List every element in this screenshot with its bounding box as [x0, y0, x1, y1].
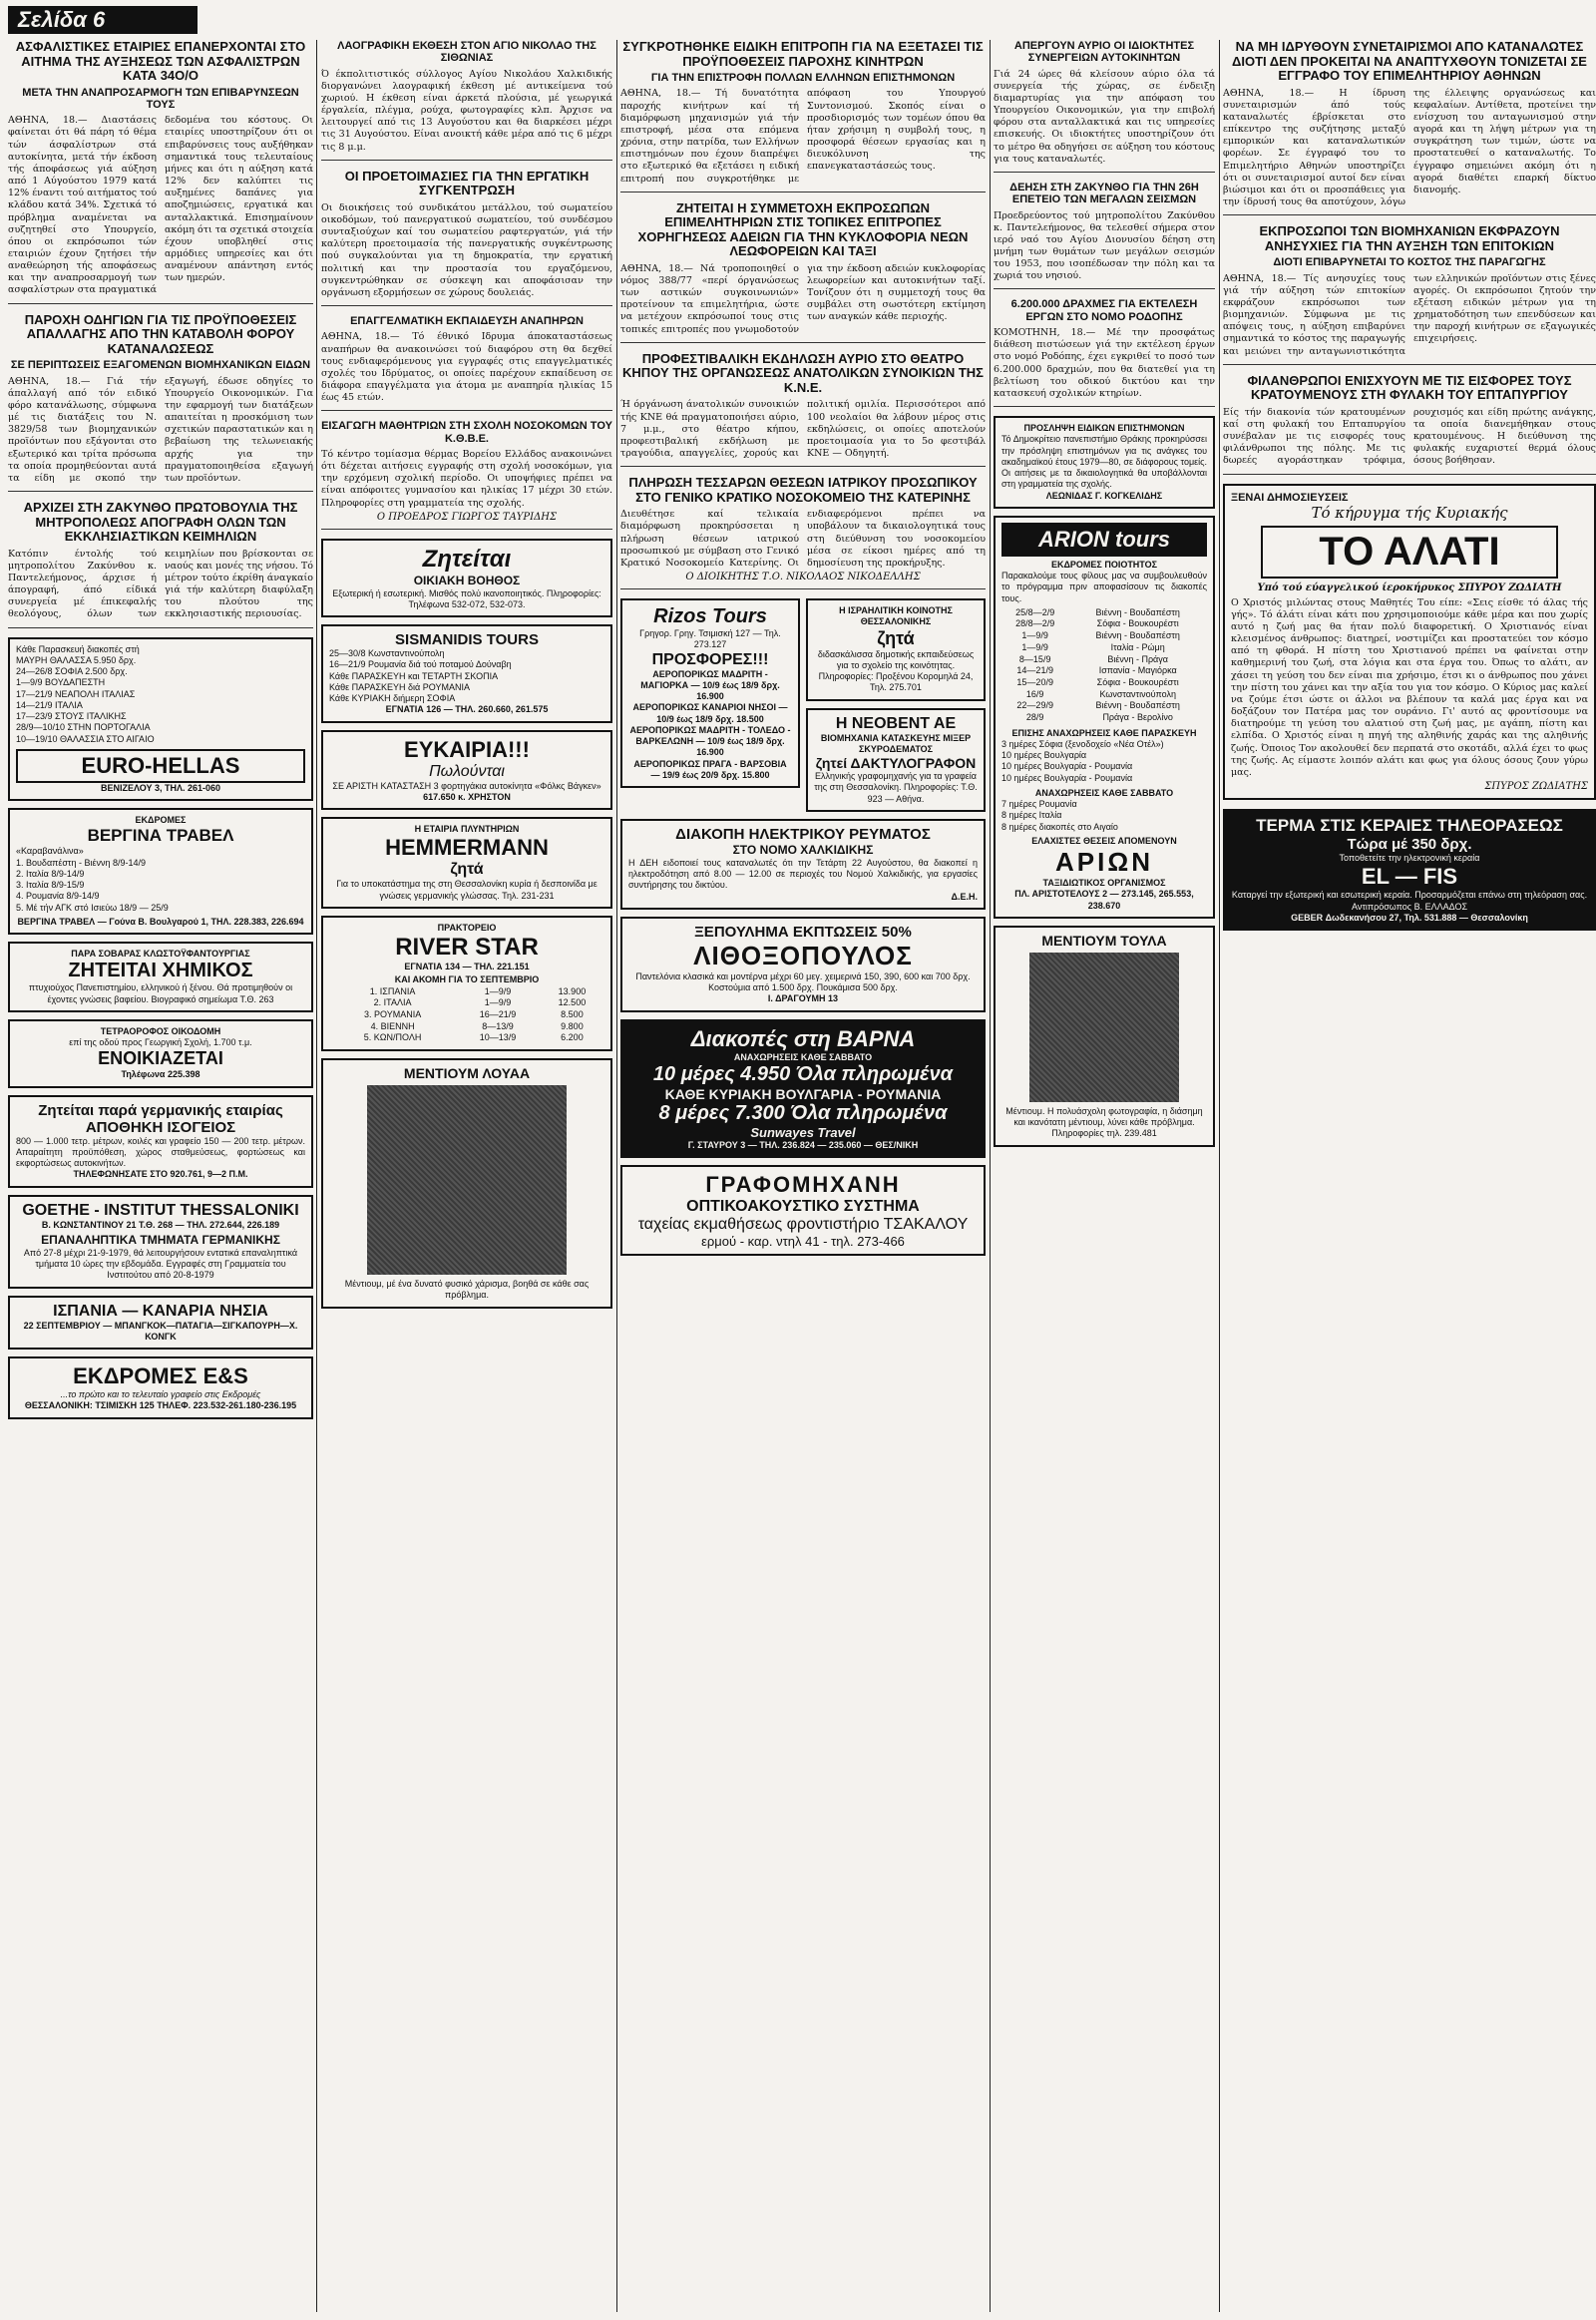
ad-sub: ΚΑΙ ΑΚΟΜΗ ΓΙΑ ΤΟ ΣΕΠΤΕΜΒΡΙΟ — [394, 974, 540, 985]
ad-brand: EL — FIS — [1361, 864, 1458, 890]
article-katerini-hospital — [620, 476, 986, 589]
ad-body: Ελληνικής γραφομηχανής για τα γραφεία της στη Θεσσαλονίκη. Πληροφορίες: Τ.Θ. 923 — Αθήνα. — [814, 771, 978, 804]
article-earthquake-memorial — [994, 182, 1215, 290]
ad-brand: ΒΕΡΓΙΝΑ ΤΡΑΒΕΛ — [87, 826, 234, 846]
ad-body: Εξωτερική ή εσωτερική. Μισθός πολύ ικανοποιητικός. Πληροφορίες: Τηλέφωνα 532-072, 532-073. — [332, 587, 601, 609]
article-body: ΑΘΗΝΑ, 18.— Γιά τήν άπαλλαγή από τόν ειδικό φόρο κατανάλωσης, σύμφωνα μέ τις διατάξεις του Ν. 3829/58 των βιομηχανικών προϊόντων που εξάγονται στο εξωτερικό και τρίτα πρόσωπα τα οποία προμηθεύονται αυτά τα είδη με σκοπό την εξαγωγή, έδωσε οδηγίες το Υπουργείο Οικονομικών. Για την εφαρμογή των διατάξεων απαιτείται η προσκόμιση των σχετικών παραστατικών και η βεβαίωση της τελωνειακής αρχής για την πραγματοποιηθείσα εξαγωγή των προϊόντων. — [8, 375, 313, 484]
ad-sub: επί της οδού προς Γεωργική Σχολή, 1.700 τ.μ. — [69, 1037, 252, 1048]
table-row: 8—15/9 Βιέννη - Πράγα — [1018, 653, 1168, 664]
ad-neovent — [806, 708, 986, 812]
ad-lines: «Καραβανάλινα» 1. Βουδαπέστη - Βιέννη 8/9-14/9 2. Ιταλία 8/9-14/9 3. Ιταλία 8/9-15/9 4. Ρουμανία 8/9-14/9 5. Μέ τήν ΑΓΚ στό Ισιεύω 18/9 — 25/9 — [16, 846, 169, 913]
article-body: ΑΘΗΝΑ, 18.— Τό έθνικό Ιδρυμα άποκαταστάσεως αναπήρων θα ανακοινώσει τού διαφόρου στη θα δεχθεί τους ενδιαφερόμενους για εγγραφές στις επαγγελματικές σχολές του Ιδρύματος, οι οποίες παρέχουν εκπαίδευση σε διάφορα επαγγέλματα για άτομα με αναπηρία ηλικίας 15 έως 45 ετών. — [321, 331, 612, 404]
ad-housekeeper-wanted — [321, 539, 612, 618]
ad-title: ΞΕΠΟΥΛΗΜΑ ΕΚΠΤΩΣΕΙΣ 50% — [694, 923, 912, 941]
byline: Υπό τού εύαγγελικού ίεροκήρυκος ΣΠΥΡΟΥ ΖΩΔΙΑΤΗ — [1257, 581, 1562, 593]
ad-rizos-tours — [620, 598, 800, 788]
column-3 — [620, 40, 986, 2312]
article-body: Οι διοικήσεις τού συνδικάτου μετάλλου, τού σωματείου οικοδόμων, τού πανεργατικού σωματείου, τού συνδέσμου συνταξιούχων καί του σωματείου ραφτεργατών, γιά τήν καλύτερη προετοιμασία τής πανεργατικής συγκέντρωσης πού συγκαλούνται για τη δημοκρατία, την εργατική πολιτική και την προστασία του εργαζόμενου, συγκεντρώθηκαν σε σύσκεψη και αποφάσισαν την οργάνωση εξορμήσεων σε χώρους δουλειάς. — [321, 201, 612, 298]
signature: Ο ΔΙΟΙΚΗΤΗΣ Τ.Ο. ΝΙΚΟΛΑΟΣ ΝΙΚΟΔΕΛΛΗΣ — [685, 572, 921, 583]
ad-spain-canary — [8, 1296, 313, 1351]
subheadline: ΜΕΤΑ ΤΗΝ ΑΝΑΠΡΟΣΑΡΜΟΓΗ ΤΩΝ ΕΠΙΒΑΡΥΝΣΕΩΝ ΤΟΥΣ — [22, 86, 299, 111]
ad-tel: 617.650 κ. ΧΡΗΣΤΟΝ — [423, 791, 511, 802]
ad-tel: ΤΗΛΕΦΩΝΗΣΑΤΕ ΣΤΟ 920.761, 9—2 Π.Μ. — [73, 1169, 248, 1180]
table-row: 3. ΡΟΥΜΑΝΙΑ 16—21/9 8.500 — [363, 1009, 584, 1020]
headline: ΑΣΦΑΛΙΣΤΙΚΕΣ ΕΤΑΙΡΙΕΣ ΕΠΑΝΕΡΧΟΝΤΑΙ ΣΤΟ ΑΙΤΗΜΑ ΤΗΣ ΑΥΞΗΣΕΩΣ ΤΩΝ ΑΣΦΑΛΙΣΤΡΩΝ ΚΑΤΑ 34Ο/Ο — [15, 40, 306, 84]
ad-signature: Δ.Ε.Η. — [951, 891, 978, 902]
ad-tv-antenna — [1223, 809, 1596, 931]
ad-body: ΣΕ ΑΡΙΣΤΗ ΚΑΤΑΣΤΑΣΗ 3 φορτηγάκια αυτοκίνητα «Φόλκς Βάγκεν» — [332, 780, 601, 791]
ad-title: ΠΡΟΣΦΟΡΕΣ!!! — [651, 650, 769, 668]
ad-body: ταχείας εκμαθήσεως φροντιστήριο ΤΣΑΚΑΛΟΥ — [637, 1216, 969, 1234]
column-rule — [990, 40, 991, 2312]
table-row: 16/9 Κωνσταντινούπολη — [1025, 688, 1176, 699]
article-body: ΑΘΗΝΑ, 18.— Διαστάσεις φαίνεται ότι θά πάρη τό θέμα τών άσφαλίστρων στά αυτοκίνητα, μετά τήν έκδοση τής άποφάσεως γιά αύξηση από 1 Αύγούστου 1979 κατά 12% έναντι τού αιτήματος τού κλάδου κατά 34%. Σχετικά τό πρόβλημα αναμένεται να συζητηθεί στο Υπουργείο, όπου οι εκπρόσωποι τών εταιριών έχουν ζητήσει τήν αναθεώρηση τής αποφάσεως και την αναπροσαρμογή των ασφαλίστρων στα πραγματικά δεδομένα του κόστους. Οι εταιρίες υποστηρίζουν ότι οι επιβαρύνσεις τους αυξήθηκαν σημαντικά τους τελευταίους μήνες και ότι η αύξηση κατά 12% δεν καλύπτει τις αυξημένες δαπάνες για αποζημιώσεις, εργατικά και ανταλλακτικά. Επισημαίνουν ακόμη ότι τα σχετικά στοιχεία έχουν υποβληθεί στις αρμόδιες υπηρεσίες και ότι αναμένουν απάντηση εντός των ημερών. — [8, 115, 313, 296]
ad-lines: 3 ημέρες Σόφια (ξενοδοχείο «Νέα Οτέλ») 10 ημέρες Βουλγαρία 10 ημέρες Βουλγαρία - Ρουμανία 10 ημέρες Βουλγαρία - Ρουμανία — [1001, 738, 1164, 783]
headline: ΑΡΧΙΖΕΙ ΣΤΗ ΖΑΚΥΝΘΟ ΠΡΩΤΟΒΟΥΛΙΑ ΤΗΣ ΜΗΤΡΟΠΟΛΕΩΣ ΑΠΟΓΡΑΦΗ ΟΛΩΝ ΤΩΝ ΕΚΚΛΗΣΙΑΣΤΙΚΩΝ ΚΕΙΜΗΛΙΩΝ — [23, 499, 298, 545]
ad-note: ΕΛΑΧΙΣΤΕΣ ΘΕΣΕΙΣ ΑΠΟΜΕΝΟΥΝ — [1031, 835, 1177, 846]
ad-sub: ...το πρώτο και το τελευταίο γραφείο στις Εκδρομές — [60, 1389, 261, 1400]
offer-line: ΑΕΡΟΠΟΡΙΚΩΣ ΜΑΔΡΙΤΗ - ΤΟΛΕΔΟ - ΒΑΡΚΕΛΩΝΗ — 10/9 έως 18/9 δρχ. 16.900 — [629, 724, 791, 758]
ad-sub: Πωλούνται — [429, 762, 505, 780]
ad-sub: ΕΚΔΡΟΜΕΣ ΠΟΙΟΤΗΤΟΣ — [1050, 559, 1158, 570]
ad-address: GEBER Δωδεκανήσου 27, Τηλ. 531.888 — Θεσσαλονίκη — [1291, 912, 1528, 923]
ad-body: Παντελόνια κλασικά και μοντέρνα μέχρι 60 μεγ. χειμερινά 150, 390, 600 και 700 δρχ. Κοστούμια από 1.500 δρχ. Πουκάμισα 500 δρχ. — [635, 970, 971, 993]
ad-body: Τοποθετείτε την ηλεκτρονική κεραία — [1339, 853, 1480, 864]
ad-title: ΕΠΙΣΗΣ ΑΝΑΧΩΡΗΣΕΙΣ ΚΑΘΕ ΠΑΡΑΣΚΕΥΗ — [1011, 727, 1197, 738]
headline: ΕΙΣΑΓΩΓΗ ΜΑΘΗΤΡΙΩΝ ΣΤΗ ΣΧΟΛΗ ΝΟΣΟΚΟΜΩΝ ΤΟΥ Κ.Θ.Β.Ε. — [321, 420, 612, 445]
headline: ΕΚΠΡΟΣΩΠΟΙ ΤΩΝ ΒΙΟΜΗΧΑΝΙΩΝ ΕΚΦΡΑΖΟΥΝ ΑΝΗΣΥΧΙΕΣ ΓΙΑ ΤΗΝ ΑΥΞΗΣΗ ΤΩΝ ΕΠΙΤΟΚΙΩΝ — [1259, 223, 1560, 253]
ad-address: Β. ΚΩΝΣΤΑΝΤΙΝΟΥ 21 Τ.Θ. 268 — ΤΗΛ. 272.644, 226.189 — [41, 1219, 280, 1230]
column-1 — [8, 40, 313, 2312]
ad-address: ερμού - καρ. ντηλ 41 - τηλ. 273-466 — [701, 1234, 905, 1250]
ad-brand: EURO-HELLAS — [16, 749, 305, 783]
ad-brand: ΕΚΔΡΟΜΕΣ E&S — [73, 1363, 248, 1389]
ad-river-star — [321, 916, 612, 1051]
headline: ΕΠΑΓΓΕΛΜΑΤΙΚΗ ΕΚΠΑΙΔΕΥΣΗ ΑΝΑΠΗΡΩΝ — [350, 315, 584, 328]
ad-title: Ζητείται παρά γερμανικής εταιρίας ΑΠΟΘΗΚΗ ΙΣΟΓΕΙΟΣ — [38, 1101, 283, 1136]
ad-sub: ΒΙΟΜΗΧΑΝΙΑ ΚΑΤΑΣΚΕΥΗΣ ΜΙΞΕΡ ΣΚΥΡΟΔΕΜΑΤΟΣ — [820, 732, 972, 754]
ad-lines: Κάθε Παρασκευή διακοπές στή ΜΑΥΡΗ ΘΑΛΑΣΣΑ 5.950 δρχ. 24—26/8 ΣΟΦΙΑ 2.500 δρχ. 1—9/9 ΒΟΥΔΑΠΕΣΤΗ 17—21/9 ΝΕΑΠΟΛΗ ΙΤΑΛΙΑΣ 14—21/9 ΙΤΑΛΙΑ 17—23/9 ΣΤΟΥΣ ΙΤΑΛΙΚΗΣ 28/9—10/10 ΣΤΗΝ ΠΟΡΤΟΓΑΛΙΑ 10—19/10 ΘΑΛΑΣΣΙΑ ΣΤΟ ΑΙΓΑΙΟ — [16, 643, 155, 744]
headline: ΦΙΛΑΝΘΡΩΠΟΙ ΕΝΙΣΧΥΟΥΝ ΜΕ ΤΙΣ ΕΙΣΦΟΡΕΣ ΤΟΥΣ ΚΡΑΤΟΥΜΕΝΟΥΣ ΣΤΗ ΦΥΛΑΚΗ ΤΟΥ ΕΠΤΑΠΥΡΓΙΟΥ — [1247, 372, 1572, 403]
article-body: Ή όργάνωση άνατολικών συνοικιών τής ΚΝΕ θά πραγματοποιήσει αύριο, 7 μ.μ., στο θέατρο κήπου, προφεστιβαλική εκδήλωση με τραγούδια, απαγγελίες, χορούς και πολιτική ομιλία. Περισσότεροι από 100 νεολαίοι θα λάβουν μέρος στις εκδηλώσεις, οι οποίες αποτελούν προετοιμασία για το 5ο φεστιβάλ ΚΝΕ — Οδηγητή. — [620, 399, 986, 460]
portrait-photo — [367, 1085, 567, 1275]
ad-lithoxopoulos — [620, 917, 986, 1012]
ad-address: ΠΛ. ΑΡΙΣΤΟΤΕΛΟΥΣ 2 — 273.145, 265.553, 238.670 — [1014, 889, 1194, 911]
article-tax-exemption — [8, 313, 313, 492]
headline: ΑΠΕΡΓΟΥΝ ΑΥΡΙΟ ΟΙ ΙΔΙΟΚΤΗΤΕΣ ΣΥΝΕΡΓΕΙΩΝ ΑΥΤΟΚΙΝΗΤΩΝ — [1013, 40, 1195, 65]
ad-title: Διακοπές στη ΒΑΡΝΑ — [690, 1025, 916, 1051]
article-prison-donations — [1223, 374, 1596, 475]
ad-title: ζητεί ΔΑΚΤΥΛΟΓΡΑΦΟΝ — [815, 755, 977, 772]
article-rodopi-works — [994, 298, 1215, 407]
ad-euro-hellas — [8, 637, 313, 802]
headline: ΤΟ ΑΛΑΤΙ — [1261, 526, 1558, 579]
article-insurance — [8, 40, 313, 304]
ad-head: ΤΕΤΡΑΟΡΟΦΟΣ ΟΙΚΟΔΟΜΗ — [100, 1025, 221, 1036]
ad-title: ζητά — [877, 627, 915, 648]
column-rule — [316, 40, 317, 2312]
ad-jewish-community — [806, 598, 986, 701]
ad-lines: 7 ημέρες Ρουμανία 8 ημέρες Ιταλία 8 ημέρες διακοπές στο Αιγαίο — [1001, 799, 1118, 832]
ad-title: ΕΥΚΑΙΡΙΑ!!! — [404, 736, 530, 762]
ad-address: Γ. ΣΤΑΥΡΟΥ 3 — ΤΗΛ. 236.824 — 235.060 — ΘΕΣ/ΝΙΚΗ — [687, 1139, 919, 1150]
offer-line: ΑΕΡΟΠΟΡΙΚΩΣ ΠΡΑΓΑ - ΒΑΡΣΟΒΙΑ — 19/9 έως 20/9 δρχ. 15.800 — [633, 758, 787, 780]
ad-title: ΓΡΑΦΟΜΗΧΑΝΗ — [705, 1172, 901, 1198]
ad-brand: HEMMERMANN — [385, 835, 549, 861]
headline: ΖΗΤΕΙΤΑΙ Η ΣΥΜΜΕΤΟΧΗ ΕΚΠΡΟΣΩΠΩΝ ΕΠΙΜΕΛΗΤΗΡΙΩΝ ΣΤΙΣ ΤΟΠΙΚΕΣ ΕΠΙΤΡΟΠΕΣ ΧΟΡΗΓΗΣΕΩΣ ΑΔΕΙΩΝ ΓΙΑ ΤΗΝ ΚΥΚΛΟΦΟΡΙΑ ΝΕΩΝ ΛΕΩΦΟΡΕΙΩΝ ΚΑΙ ΤΑΞΙ — [637, 199, 969, 259]
ad-address: Ι. ΔΡΑΓΟΥΜΗ 13 — [767, 993, 839, 1004]
table-row: 28/8—2/9 Σόφια - Βουκουρέστι — [1015, 618, 1179, 629]
ad-body: Η ΔΕΗ ειδοποιεί τους καταναλωτές ότι την Τετάρτη 22 Αυγούστου, θα διακοπεί η ηλεκτροδότηση από 8.00 — 12.00 σε περιοχές του Νομού Χαλκιδικής, για εργασίες συντήρησης του δικτύου. — [628, 857, 978, 891]
ad-chemist-wanted — [8, 942, 313, 1012]
ad-title: ΖΗΤΕΙΤΑΙ ΧΗΜΙΚΟΣ — [68, 960, 253, 982]
article-cooperatives — [1223, 40, 1596, 215]
table-row: 1—9/9 Βιέννη - Βουδαπέστη — [1021, 630, 1180, 641]
ad-head: Η ΕΤΑΙΡΙΑ ΠΛΥΝΤΗΡΙΩΝ — [414, 824, 520, 835]
ad-brand: RIVER STAR — [395, 934, 539, 962]
table-row: 1. ΙΣΠΑΝΙΑ 1—9/9 13.900 — [369, 985, 587, 996]
signature: ΣΠΥΡΟΣ ΖΩΔΙΑΤΗΣ — [1484, 781, 1588, 793]
headline: ΛΑΟΓΡΑΦΙΚΗ ΕΚΘΕΣΗ ΣΤΟΝ ΑΓΙΟ ΝΙΚΟΛΑΟ ΤΗΣ ΣΙΘΩΝΙΑΣ — [337, 40, 597, 65]
table-row: 25/8—2/9 Βιέννη - Βουδαπέστη — [1015, 606, 1180, 617]
article-sunday-sermon — [1223, 484, 1596, 800]
table-row: 15—20/9 Σόφια - Βουκουρέστι — [1016, 676, 1179, 687]
ad-goethe-institut — [8, 1195, 313, 1289]
ad-brand: ΛΙΘΟΞΟΠΟΥΛΟΣ — [693, 940, 913, 970]
ad-address: ΘΕΣΣΑΛΟΝΙΚΗ: ΤΣΙΜΙΣΚΗ 125 ΤΗΛΕΦ. 223.532-261.180-236.195 — [24, 1400, 297, 1411]
ad-price: 8 μέρες 7.300 Όλα πληρωμένα — [658, 1101, 948, 1124]
offer-line: ΑΕΡΟΠΟΡΙΚΩΣ ΚΑΝΑΡΙΟΙ ΝΗΣΟΙ — 10/9 έως 18/9 δρχ. 18.500 — [632, 702, 788, 724]
ad-body: Μέντιουμ, μέ ένα δυνατό φυσικό χάρισμα, βοηθά σε κάθε σας πρόβλημα. — [344, 1279, 590, 1301]
article-zakynthos-inventory — [8, 501, 313, 628]
ad-head: ΠΑΡΑ ΣΟΒΑΡΑΣ ΚΛΩΣΤΟΫΦΑΝΤΟΥΡΓΙΑΣ — [71, 949, 250, 960]
page-folio: Σελίδα 6 — [8, 6, 198, 34]
ad-brand: SISMANIDIS TOURS — [395, 631, 539, 649]
portrait-photo — [1029, 953, 1179, 1102]
article-body: Ό έκπολιτιστικός σύλλογος Αγίου Νικολάου Χαλκιδικής διοργανώνει λαογραφική έκθεση μέ αντικείμενα τού χωριού. Η έκθεση είναι άρκετά πλούσια, μέ γεωργικά έργαλεία, πλέγμα, ρούχα, φωτογραφίες κλπ. Άρχισε να λειτουργεί από τις 13 Αυγούστου και θα διαρκέσει μέχρι τις 31 Αυγούστου. Είναι ανοικτή κάθε μέρα από τις 6 μέχρι τις 8 μ.μ. — [321, 68, 612, 153]
table-row: 2. ΙΤΑΛΙΑ 1—9/9 12.500 — [373, 997, 587, 1008]
ad-body: διδασκάλισσα δημοτικής εκπαιδεύσεως για το σχολείο της κοινότητας. Πληροφορίες: Προξένου Κορομηλά 24, Τηλ. 275.701 — [817, 648, 975, 693]
article-body: Διευθέτησε καί τελικαία διαμόρφωση προκηρύσσεται η πλήρωση θέσεων ιατρικού προσωπικού με σύμβαση στο Γενικό Κρατικό Νοσοκομείο Κατερίνης. Οι ενδιαφερόμενοι πρέπει να υποβάλουν τα δικαιολογητικά τους στη διεύθυνση του νοσοκομείου μέσα σε είκοσι ημέρες από τη δημοσίευση της προκήρυξης. — [620, 509, 986, 569]
ad-sub: ΟΠΤΙΚΟΑΚΟΥΣΤΙΚΟ ΣΥΣΤΗΜΑ — [686, 1198, 920, 1216]
column-rule — [1219, 40, 1220, 2312]
ad-note: Παρακαλούμε τους φίλους μας να συμβουλευθούν το πρόγραμμα πριν αποφασίσουν τις διακοπές τους. — [1001, 571, 1207, 603]
article-body: Προεδρεύοντος τού μητροπολίτου Ζακύνθου κ. Παντελεήμονος, θα τελεσθεί σήμερα στον ιερό ναό του Αγίου Διονυσίου δέηση στη μνήμη των θυμάτων των μεγάλων σεισμών του 1953, που ισοπέδωσαν την πόλη και τα χωριά του νησιού. — [994, 209, 1215, 282]
column-5 — [1223, 40, 1596, 2312]
ad-sub: Τώρα μέ 350 δρχ. — [1347, 836, 1472, 854]
ad-tel: Τηλέφωνα 225.398 — [121, 1069, 200, 1080]
ad-medium-louaa — [321, 1058, 612, 1309]
ad-brand: Sunwayes Travel — [750, 1124, 856, 1140]
ad-body: Μέντιουμ. Η πολυάσχολη φωτογραφία, η διάσημη και ικανότατη μέντιουμ, λύνει κάθε πρόβλημα. Πληροφορίες τηλ. 239.481 — [1005, 1105, 1203, 1139]
ad-address: ΒΕΡΓΙΝΑ ΤΡΑΒΕΛ — Γούνα Β. Βουλγαρού 1, ΤΗΛ. 228.383, 226.694 — [17, 916, 304, 927]
signature: Ο ΠΡΟΕΔΡΟΣ ΓΙΩΡΓΟΣ ΤΑΥΡΙΔΗΣ — [376, 511, 558, 523]
ad-arion-tours — [994, 516, 1215, 919]
ad-note: Καταργεί την εξωτερική και εσωτερική κεραία. Προσαρμόζεται επάνω στη τηλεόραση σας. Αντιπρόσωπος Β. ΕΛΛΑΔΟΣ — [1231, 890, 1588, 912]
headline: ΠΡΟΦΕΣΤΙΒΑΛΙΚΗ ΕΚΔΗΛΩΣΗ ΑΥΡΙΟ ΣΤΟ ΘΕΑΤΡΟ ΚΗΠΟΥ ΤΗΣ ΟΡΓΑΝΩΣΕΩΣ ΑΝΑΤΟΛΙΚΩΝ ΣΥΝΟΙΚΙΩΝ ΤΗΣ Κ.Ν.Ε. — [622, 350, 984, 395]
headline: ΣΥΓΚΡΟΤΗΘΗΚΕ ΕΙΔΙΚΗ ΕΠΙΤΡΟΠΗ ΓΙΑ ΝΑ ΕΞΕΤΑΣΕΙ ΤΙΣ ΠΡΟΫΠΟΘΕΣΕΙΣ ΠΑΡΟΧΗΣ ΚΙΝΗΤΡΩΝ — [622, 40, 984, 69]
article-body: Γιά 24 ώρες θά κλείσουν αύριο όλα τά συνεργεία τής χώρας, σε ένδειξη διαμαρτυρίας για την απόφαση του Υπουργείου Οικονομικών, για την επιβολή φόρου στα ανταλλακτικά και τις υπηρεσίες επισκευής. Οι ιδιοκτήτες υποστηρίζουν ότι το μέτρο θα οδηγήσει σε αύξηση του κόστους για τους καταναλωτές. — [994, 68, 1215, 165]
article-body: ΑΘΗΝΑ, 18.— Τή δυνατότητα παροχής κινήτρων καί τή διαμόρφωση μηχανισμών γιά τήν επιστροφή, μέσα στα επόμενα χρόνια, στην πατρίδα, των Ελλήνων επιστημόνων που έχουν διαπρέψει στο εξωτερικό θα εξετάσει η ειδική επιτροπή που συγκροτήθηκε με απόφαση του Υπουργού Συντονισμού. Σκοπός είναι ο προσδιορισμός των τομέων όπου θα ήταν χρήσιμη η συμβολή τους, η προσφορά θέσεων εργασίας και η διευκόλυνση της επανεγκαταστάσεώς τους. — [620, 88, 986, 185]
ad-head: ΕΚΔΡΟΜΕΣ — [135, 815, 187, 826]
ad-title: ΕΝΟΙΚΙΑΖΕΤΑΙ — [98, 1048, 223, 1069]
ad-scientists-hiring — [994, 416, 1215, 509]
ad-brand: ARION tours — [1038, 526, 1170, 552]
article-kne-festival — [620, 352, 986, 467]
ad-title: Ζητείται — [422, 545, 512, 573]
ad-title: ΜΕΝΤΙΟΥΜ ΛΟΥΑΑ — [403, 1065, 531, 1082]
subheadline: ΣΕ ΠΕΡΙΠΤΩΣΕΙΣ ΕΞΑΓΟΜΕΝΩΝ ΒΙΟΜΗΧΑΝΙΚΩΝ ΕΙΔΩΝ — [10, 359, 311, 372]
subheadline: ΓΙΑ ΤΗΝ ΕΠΙΣΤΡΟΦΗ ΠΟΛΛΩΝ ΕΛΛΗΝΩΝ ΕΠΙΣΤΗΜΟΝΩΝ — [650, 72, 956, 85]
ad-brand: ΑΡΙΩΝ — [1055, 847, 1153, 878]
ad-vergina-travel — [8, 808, 313, 935]
ad-vans-for-sale — [321, 730, 612, 811]
subheadline: Τό κήρυγμα τής Κυριακής — [1311, 503, 1508, 522]
ad-hemmermann — [321, 817, 612, 909]
tour-table — [1001, 607, 1207, 724]
article-body: ΑΘΗΝΑ, 18.— Νά τροποποιηθεί ο νόμος 388/77 «περί όργανώσεως των αστικών συγκοινωνιών» προτείνουν τα επιμελητήρια, ώστε να μετέχουν εκπρόσωποί τους στις τοπικές επιτροπές που γνωμοδοτούν για την έκδοση αδειών κυκλοφορίας λεωφορείων και αυτοκινήτων ταξί. Τονίζουν ότι η συμμετοχή τους θα συμβάλει στη σωστότερη εκτίμηση των αναγκών κάθε περιοχής. — [620, 262, 986, 335]
ad-title: ΑΝΑΧΩΡΗΣΕΙΣ ΚΑΘΕ ΣΑΒΒΑΤΟ — [1034, 787, 1174, 798]
column-4 — [994, 40, 1215, 2312]
headline: ΠΛΗΡΩΣΗ ΤΕΣΣΑΡΩΝ ΘΕΣΕΩΝ ΙΑΤΡΙΚΟΥ ΠΡΟΣΩΠΙΚΟΥ ΣΤΟ ΓΕΝΙΚΟ ΚΡΑΤΙΚΟ ΝΟΣΟΚΟΜΕΙΟ ΤΗΣ ΚΑΤΕΡΙΝΗΣ — [628, 475, 978, 505]
headline: 6.200.000 ΔΡΑΧΜΕΣ ΓΙΑ ΕΚΤΕΛΕΣΗ ΕΡΓΩΝ ΣΤΟ ΝΟΜΟ ΡΟΔΟΠΗΣ — [1010, 298, 1198, 323]
ad-varna-holidays — [620, 1019, 986, 1159]
column-rule — [616, 40, 617, 2312]
ad-head: ΠΡΟΣΛΗΨΗ ΕΙΔΙΚΩΝ ΕΠΙΣΤΗΜΟΝΩΝ — [1023, 423, 1185, 433]
table-row: 1—9/9 Ιταλία - Ρώμη — [1021, 641, 1165, 652]
ad-body: Τό Δημοκρίτειο πανεπιστήμιο Θράκης προκηρύσσει την πρόσληψη επιστημόνων για τις ανάγκες του ακαδημαϊκού έτους 1979—80, σε διάφορους τομείς. Οι αιτήσεις με τα δικαιολογητικά θα υποβάλλονται στη γραμματεία της σχολής. — [1001, 434, 1207, 490]
subheadline: ΔΙΟΤΙ ΕΠΙΒΑΡΥΝΕΤΑΙ ΤΟ ΚΟΣΤΟΣ ΤΗΣ ΠΑΡΑΓΩΓΗΣ — [1273, 256, 1546, 269]
article-body: ΑΘΗΝΑ, 18.— Η ίδρυση συνεταιρισμών άπό τούς καταναλωτές έβρίσκεται στο επίκεντρο της συζήτησης μεταξύ εμπορικών και καταναλωτικών φορέων. Σε έγγραφό του το Επιμελητήριο Αθηνών υποστηρίζει ότι οι συνεταιρισμοί αυτοί δεν είναι βιώσιμοι και ότι οι προσπάθειες για την ίδρυσή τους θα αποτύχουν, λόγω της έλλειψης οργανώσεως και κεφαλαίων. Αντίθετα, προτείνει την ενίσχυση του ανταγωνισμού στην αγορά και τη λήψη μέτρων για τη συγκράτηση των τιμών, ώστε να προστατευθεί ο καταναλωτής. Το έγγραφο σημειώνει ακόμη ότι η αγορά διαθέτει επαρκή δίκτυο διανομής. — [1223, 87, 1596, 208]
ad-typewriter-school — [620, 1165, 986, 1256]
article-garage-strike — [994, 40, 1215, 173]
ad-body: πτυχιούχος Πανεπιστημίου, ελληνικού ή ξένου. Θά προτιμηθούν οι έχοντες γνώσεις βαφείου. Βιογραφικό σημείωμα Τ.Θ. 263 — [28, 982, 293, 1004]
ad-title: ΙΣΠΑΝΙΑ — ΚΑΝΑΡΙΑ ΝΗΣΙΑ — [53, 1302, 268, 1320]
article-bus-taxi-licences — [620, 201, 986, 343]
ad-title: ΤΕΡΜΑ ΣΤΙΣ ΚΕΡΑΙΕΣ ΤΗΛΕΟΡΑΣΕΩΣ — [1256, 816, 1563, 836]
ad-body: 800 — 1.000 τετρ. μέτρων, κοιλές και γραφείο 150 — 200 τετρ. μέτρων. Απαραίτητη προϋπόθεση, χώρος σταθμεύσεως, φορτώσεως και εκφορτώσεως αυτοκινήτων. — [16, 1135, 305, 1169]
headline: ΔΕΗΣΗ ΣΤΗ ΖΑΚΥΝΘΟ ΓΙΑ ΤΗΝ 26Η ΕΠΕΤΕΙΟ ΤΩΝ ΜΕΓΑΛΩΝ ΣΕΙΣΜΩΝ — [1009, 181, 1199, 206]
ad-signature: ΛΕΩΝΙΔΑΣ Γ. ΚΟΓΚΕΛΙΔΗΣ — [1045, 490, 1163, 501]
section-head: ΞΕΝΑΙ ΔΗΜΟΣΙΕΥΣΕΙΣ — [1231, 491, 1349, 504]
ad-price: 10 μέρες 4.950 Όλα πληρωμένα — [652, 1062, 954, 1085]
article-body: Είς τήν διακονία τών κρατουμένων καί στη φυλακή του Επταπυργίου συνέβαλαν με τις εισφορές τους φιλάνθρωποι της πόλης. Με τις δωρεές αγοράστηκαν τρόφιμα, ρουχισμός και είδη πρώτης ανάγκης, τα οποία διανεμήθηκαν στους κρατουμένους. Η διεύθυνση της φυλακής ευχαριστεί θερμά όλους όσους βοήθησαν. — [1223, 406, 1596, 467]
ad-sismanidis-tours — [321, 624, 612, 723]
ad-building-rent — [8, 1019, 313, 1088]
ad-sub: ΣΤΟ ΝΟΜΟ ΧΑΛΚΙΔΙΚΗΣ — [732, 842, 874, 857]
ad-body: Για το υποκατάστημα της στη Θεσσαλονίκη κυρία ή δεσποινίδα με γνώσεις γερμανικής γλώσσας. Τηλ. 231-231 — [336, 879, 598, 901]
ad-mid: ΚΑΘΕ ΚΥΡΙΑΚΗ ΒΟΥΛΓΑΡΙΑ - ΡΟΥΜΑΝΙΑ — [664, 1085, 942, 1102]
ad-address: ΕΓΝΑΤΙΑ 134 — ΤΗΛ. 221.151 — [404, 962, 530, 972]
column-2 — [321, 40, 612, 2312]
ad-head: Η ΙΣΡΑΗΛΙΤΙΚΗ ΚΟΙΝΟΤΗΣ ΘΕΣΣΑΛΟΝΙΚΗΣ — [839, 605, 953, 627]
table-row: 28/9 Πράγα - Βερολίνο — [1025, 711, 1173, 722]
ad-head: ΠΡΑΚΤΟΡΕΙΟ — [437, 922, 497, 933]
ad-title: GOETHE - INSTITUT THESSALONIKI — [22, 1201, 299, 1219]
article-body: Ο Χριστός μιλώντας στους Μαθητές Του είπε: «Σεις είσθε τό άλας τής γής». Τό άλάτι είναι κάτι που χρησιμοποιούμε κάθε μέρα και που χωρίς αυτό η ζωή μας θα ήταν πολύ διαφορετική. Ο Χριστιανός είναι κλεισμένος άνθρωπος: διατηρεί, νοστιμίζει και προστατεύει τον κόσμο από τη φθορά. Η πίστη του Χριστιανού πρέπει να φαίνεται στην καθημερινή του ζωή, στα λόγια και στα έργα του. Όπως το αλάτι, αν χάσει τη γεύση του δεν είναι πια χρήσιμο, έτσι κι ο άνθρωπος που χάνει την πίστη του χάνει και την αξία του για τον κόσμο. Ο Κύριος μας καλεί να ζούμε έτσι ώστε οι άλλοι να βλέπουν τα καλά μας έργα και να δοξάζουν τον Πατέρα μας τον ουράνιο. Γι' αυτό ας φροντίσουμε να διατηρούμε τη γεύση του αλατιού στη ζωή μας, με αγάπη, πίστη και ελπίδα. Ο Χριστός είναι η πηγή της αληθινής χαράς και της αληθινής ζωής. Όποιος Τον ακολουθεί δεν περπατά στο σκοτάδι, αλλά έχει το φως της ζωής. Ας είμαστε λοιπόν αλάτι και φως για όλους όσους ζουν γύρω μας. — [1231, 596, 1588, 778]
ad-es-excursions — [8, 1356, 313, 1419]
offer-line: ΑΕΡΟΠΟΡΙΚΩΣ ΜΑΔΡΙΤΗ - ΜΑΓΙΟΡΚΑ — 10/9 έως 18/9 δρχ. 16.900 — [640, 668, 780, 702]
ad-title: ΔΙΑΚΟΠΗ ΗΛΕΚΤΡΙΚΟΥ ΡΕΥΜΑΤΟΣ — [675, 825, 931, 843]
ad-brand: Rizos Tours — [653, 605, 767, 628]
table-row: 4. ΒΙΕΝΝΗ 8—13/9 9.800 — [370, 1020, 584, 1031]
table-row: 5. ΚΩΝ/ΠΟΛΗ 10—13/9 6.200 — [363, 1032, 584, 1043]
ad-sub: 22 ΣΕΠΤΕΜΒΡΙΟΥ — ΜΠΑΝΓΚΟΚ—ΠΑΤΑΓΙΑ—ΣΙΓΚΑΠΟΥΡΗ—Χ. ΚΟΝΓΚ — [23, 1320, 298, 1342]
ad-head: Η ΝΕΟΒΕΝΤ ΑΕ — [835, 714, 957, 732]
ad-address: ΒΕΝΙΖΕΛΟΥ 3, ΤΗΛ. 261-060 — [100, 782, 221, 793]
ad-power-outage — [620, 819, 986, 910]
ad-body: Από 27-8 μέχρι 21-9-1979, θά λειτουργήσουν εντατικά επαναληπτικά τμήματα 10 ώρες την εβδομάδα. Εγγραφές στη Γραμματεία του Ινστιτούτου από 20-8-1979 — [23, 1247, 298, 1281]
article-body: ΚΟΜΟΤΗΝΗ, 18.— Μέ την προσφάτως διάθεση πιστώσεων γιά την εκτέλεση έργων στο νομό Ροδόπης, έχει εγκριθεί το ποσό των 6.200.000 δραχμών, που θα διατεθεί για τη βελτίωση του οδικού δικτύου και την κατασκευή σχολικών κτηρίων. — [994, 327, 1215, 399]
article-body: Τό κέντρο τομίασμα θέρμας Βορείου Ελλάδος ανακοινώνει ότι δέχεται αιτήσεις εγγραφής στη σχολή νοσοκόμων, για την ερχόμενη σχολική περίοδο. Οι υποψήφιες πρέπει να είναι απόφοιτες γυμνασίου και ηλικίας 17 μέχρι 30 ετών. Πληροφορίες στη γραμματεία της σχολής. — [321, 448, 612, 509]
article-body: ΑΘΗΝΑ, 18.— Τίς ανησυχίες τους γιά τήν αύξηση τών επιτοκίων εκφράζουν εκπρόσωποι των βιομηχανιών. Σύμφωνα με τις απόψεις τους, η αύξηση επιβαρύνει σημαντικά το κόστος της παραγωγής και μειώνει την ανταγωνιστικότητα των ελληνικών προϊόντων στις ξένες αγορές. Οι εκπρόσωποι ζητούν την εξέταση ειδικών μέτρων για τη χρηματοδότηση των επενδύσεων και την παροχή κινήτρων σε εξαγωγικές επιχειρήσεις. — [1223, 272, 1596, 357]
ad-title: ζητά — [450, 861, 484, 879]
ad-sub: ΑΝΑΧΩΡΗΣΕΙΣ ΚΑΘΕ ΣΑΒΒΑΤΟ — [733, 1051, 873, 1062]
headline: ΟΙ ΠΡΟΕΤΟΙΜΑΣΙΕΣ ΓΙΑ ΤΗΝ ΕΡΓΑΤΙΚΗ ΣΥΓΚΕΝΤΡΩΣΗ — [344, 168, 590, 198]
ad-address: Γρηγορ. Γρηγ. Τσιμισκή 127 — Τηλ. 273.127 — [639, 628, 781, 650]
ad-sub: ΟΙΚΙΑΚΗ ΒΟΗΘΟΣ — [413, 573, 521, 587]
ad-address: ΕΓΝΑΤΙΑ 126 — ΤΗΛ. 260.660, 261.575 — [385, 704, 549, 715]
ad-warehouse-wanted — [8, 1095, 313, 1188]
table-row: 22—29/9 Βιέννη - Βουδαπέστη — [1016, 700, 1180, 711]
price-table — [329, 986, 604, 1044]
article-interest-rates — [1223, 224, 1596, 365]
article-body: Κατόπιν έντολής τού μητροπολίτου Ζακύνθου κ. Παντελεήμονος, άρχισε ή άπογραφή, άπό είδικά συνεργεία μέ έπικεφαλής θεολόγους, όλων των κειμηλίων που βρίσκονται σε ναούς και μονές της νήσου. Τό μέτρον τούτο έκρίθη άναγκαίο γιά τήν καλύτερη διαφύλαξη του πλούτου της εκκλησιαστικής περιουσίας. — [8, 548, 313, 620]
article-folklore-exhibition — [321, 40, 612, 161]
headline: ΝΑ ΜΗ ΙΔΡΥΘΟΥΝ ΣΥΝΕΤΑΙΡΙΣΜΟΙ ΑΠΟ ΚΑΤΑΝΑΛΩΤΕΣ ΔΙΟΤΙ ΔΕΝ ΠΡΟΚΕΙΤΑΙ ΝΑ ΑΝΑΠΤΥΧΘΟΥΝ ΤΟΝΙΖΕΤΑΙ ΣΕ ΕΓΓΡΑΦΟ ΤΟΥ ΕΠΙΜΕΛΗΤΗΡΙΟΥ ΑΘΗΝΩΝ — [1232, 40, 1587, 84]
ad-sub: ΤΑΞΙΔΙΩΤΙΚΟΣ ΟΡΓΑΝΙΣΜΟΣ — [1042, 878, 1166, 889]
ad-medium-toula — [994, 926, 1215, 1147]
ad-title: ΜΕΝΤΙΟΥΜ ΤΟΥΛΑ — [1041, 932, 1167, 949]
article-labour-rally — [321, 170, 612, 306]
ad-head: ΕΠΑΝΑΛΗΠΤΙΚΑ ΤΜΗΜΑΤΑ ΓΕΡΜΑΝΙΚΗΣ — [41, 1232, 280, 1247]
table-row: 14—21/9 Ισπανία - Μαγιόρκα — [1016, 665, 1177, 676]
article-disabled-training — [321, 315, 612, 411]
article-nursing-school — [321, 420, 612, 529]
headline: ΠΑΡΟΧΗ ΟΔΗΓΙΩΝ ΓΙΑ ΤΙΣ ΠΡΟΫΠΟΘΕΣΕΙΣ ΑΠΑΛΛΑΓΗΣ ΑΠΟ ΤΗΝ ΚΑΤΑΒΟΛΗ ΦΟΡΟΥ ΚΑΤΑΝΑΛΩΣΕΩΣ — [24, 311, 297, 356]
ad-lines: 25—30/8 Κωνσταντινούπολη 16—21/9 Ρουμανία διά τού ποταμού Δούναβη Κάθε ΠΑΡΑΣΚΕΥΗ και ΤΕΤΑΡΤΗ ΣΚΟΠΙΑ Κάθε ΠΑΡΑΣΚΕΥΗ διά ΡΟΥΜΑΝΙΑ Κάθε ΚΥΡΙΑΚΗ διήμερη ΣΟΦΙΑ — [329, 648, 512, 704]
article-scientists-return — [620, 40, 986, 193]
